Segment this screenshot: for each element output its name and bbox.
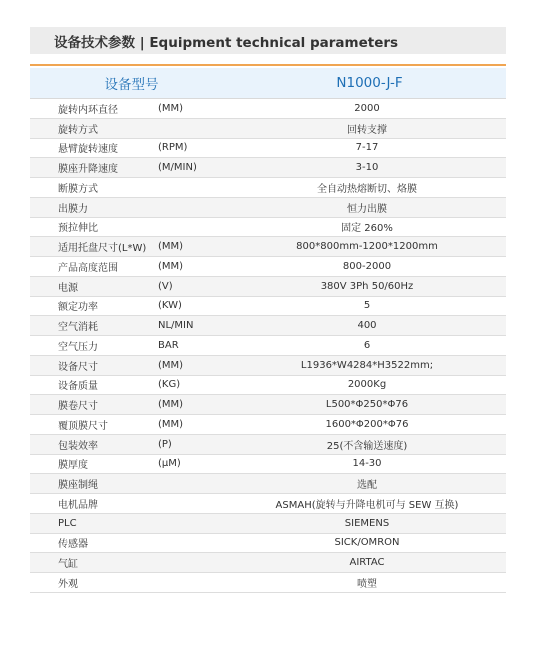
- table-row: [30, 435, 506, 455]
- param-unit: (MM): [158, 418, 184, 430]
- param-name: 旋转方式: [58, 124, 98, 136]
- param-value: 800*800mm-1200*1200mm: [296, 241, 438, 253]
- table-row: [30, 336, 506, 356]
- model-label: 设备型号: [104, 77, 159, 93]
- param-value: L1936*W4284*H3522mm;: [300, 359, 434, 371]
- table-row: [30, 297, 506, 317]
- param-name: 覆顶膜尺寸: [58, 420, 108, 432]
- param-unit: (P): [158, 438, 172, 450]
- param-value: SICK/OMRON: [334, 537, 400, 549]
- param-name: 外观: [58, 578, 78, 590]
- table-header: [30, 68, 506, 99]
- table-row: [30, 218, 506, 238]
- table-row: [30, 415, 506, 435]
- param-value: 全自动热熔断切、烙膜: [317, 183, 417, 195]
- param-value: 7-17: [355, 142, 379, 154]
- table-row: [30, 573, 506, 593]
- spec-table: [30, 99, 506, 593]
- accent-divider: [30, 64, 506, 66]
- param-name: 断膜方式: [58, 183, 98, 195]
- param-name: 预拉伸比: [58, 223, 98, 235]
- param-name: 额定功率: [58, 302, 98, 314]
- param-unit: (MM): [158, 359, 184, 371]
- param-name: 设备尺寸: [58, 361, 98, 373]
- param-unit: (μM): [158, 458, 181, 470]
- param-name: 气缸: [58, 559, 78, 571]
- param-unit: (MM): [158, 399, 184, 411]
- table-row: [30, 198, 506, 218]
- param-value: 喷塑: [357, 578, 377, 590]
- table-row: [30, 139, 506, 159]
- param-value: 400: [357, 320, 377, 332]
- table-row: [30, 99, 506, 119]
- param-name: 传感器: [58, 539, 88, 551]
- param-value: 800-2000: [342, 260, 392, 272]
- param-name: 产品高度范围: [58, 262, 118, 274]
- param-value: 2000Kg: [347, 379, 387, 391]
- param-value: 3-10: [355, 162, 379, 174]
- param-value: 1600*Φ200*Φ76: [325, 418, 409, 430]
- param-name: 包装效率: [58, 440, 98, 452]
- param-value: 选配: [357, 480, 377, 492]
- param-unit: (MM): [158, 260, 184, 272]
- param-unit: (KG): [158, 379, 181, 391]
- param-value: ASMAH(旋转与升降电机可与 SEW 互换): [275, 499, 459, 511]
- param-unit: NL/MIN: [158, 320, 194, 332]
- table-row: [30, 395, 506, 415]
- table-row: [30, 534, 506, 554]
- param-unit: (MM): [158, 102, 184, 114]
- param-value: 回转支撑: [347, 124, 387, 136]
- param-unit: (RPM): [158, 142, 188, 154]
- param-unit: (KW): [158, 300, 182, 312]
- param-name: 空气压力: [58, 341, 98, 353]
- page-title: 设备技术参数 | Equipment technical parameters: [30, 27, 506, 54]
- param-name: 膜卷尺寸: [58, 401, 98, 413]
- table-row: [30, 553, 506, 573]
- table-row: [30, 158, 506, 178]
- param-name: PLC: [58, 517, 77, 529]
- table-row: [30, 514, 506, 534]
- param-unit: (M/MIN): [158, 162, 197, 174]
- table-row: [30, 316, 506, 336]
- param-name: 设备质量: [58, 381, 98, 393]
- param-unit: (V): [158, 280, 173, 292]
- param-name: 适用托盘尺寸(L*W): [58, 243, 147, 255]
- param-value: 固定 260%: [341, 223, 393, 235]
- table-row: [30, 356, 506, 376]
- table-row: [30, 277, 506, 297]
- param-value: 380V 3Ph 50/60Hz: [320, 280, 414, 292]
- param-unit: (MM): [158, 241, 184, 253]
- table-row: [30, 178, 506, 198]
- table-row: [30, 257, 506, 277]
- param-value: 6: [363, 339, 371, 351]
- param-value: 2000: [354, 102, 380, 114]
- param-name: 空气消耗: [58, 322, 98, 334]
- param-name: 出膜力: [58, 203, 88, 215]
- param-value: 恒力出膜: [347, 203, 387, 215]
- param-value: AIRTAC: [349, 557, 385, 569]
- param-value: 5: [363, 300, 371, 312]
- param-name: 电源: [58, 282, 78, 294]
- table-row: [30, 474, 506, 494]
- table-row: [30, 237, 506, 257]
- param-value: 25(不含输送速度): [326, 440, 408, 452]
- table-row: [30, 455, 506, 475]
- param-value: 14-30: [352, 458, 382, 470]
- param-name: 膜厚度: [58, 460, 88, 472]
- table-row: [30, 376, 506, 396]
- param-name: 膜座升降速度: [58, 164, 118, 176]
- model-value: N1000-J-F: [336, 75, 403, 91]
- param-unit: BAR: [158, 339, 179, 351]
- param-value: SIEMENS: [344, 517, 390, 529]
- table-row: [30, 494, 506, 514]
- param-name: 悬臂旋转速度: [58, 144, 118, 156]
- param-value: L500*Φ250*Φ76: [325, 399, 409, 411]
- param-name: 旋转内环直径: [58, 104, 118, 116]
- param-name: 膜座制绳: [58, 480, 98, 492]
- param-name: 电机品牌: [58, 499, 98, 511]
- table-row: [30, 119, 506, 139]
